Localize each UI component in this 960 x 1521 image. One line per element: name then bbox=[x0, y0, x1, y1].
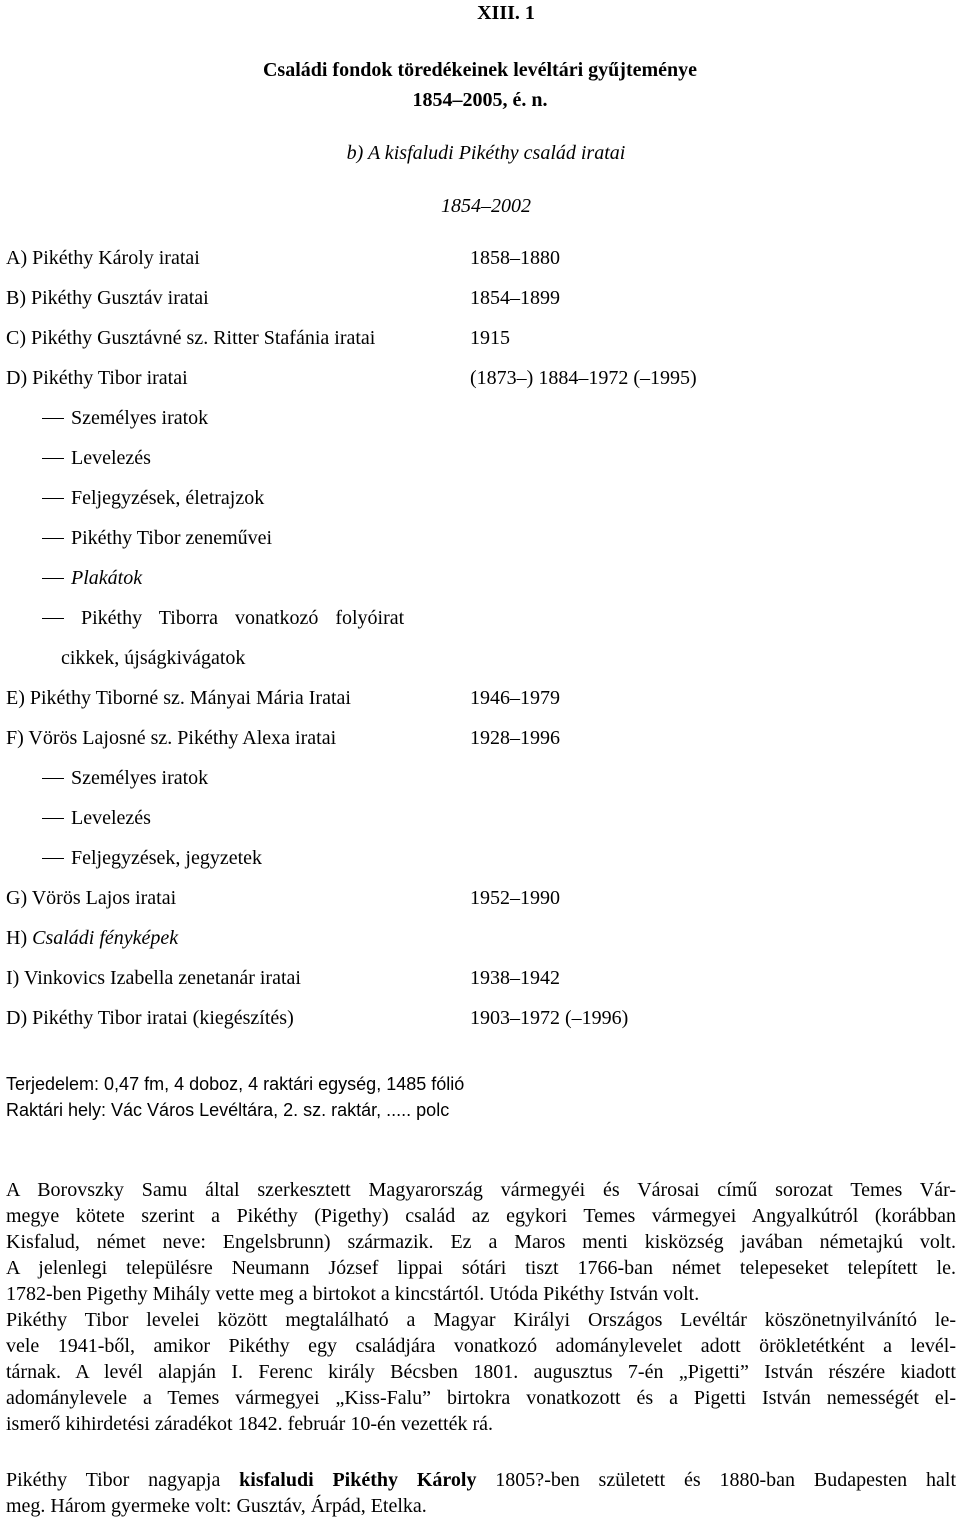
list-item bbox=[42, 805, 151, 831]
dash-icon bbox=[42, 778, 64, 779]
paragraph-line: meg. Három gyermeke volt: Gusztáv, Árpád, Etelka. bbox=[6, 1495, 427, 1517]
collection-title: Családi fondok töredékeinek levéltári gyűjteménye bbox=[262, 59, 698, 81]
list-item bbox=[42, 845, 262, 871]
text-span: Pikéthy Tibor nagyapja bbox=[6, 1469, 240, 1491]
list-item-label: Személyes iratok bbox=[71, 407, 209, 429]
location-line: Raktári hely: Vác Város Levéltára, 2. sz. raktár, ..... polc bbox=[6, 1100, 450, 1120]
section-label: D) Pikéthy Tibor iratai (kiegészítés) bbox=[6, 1007, 294, 1029]
section-dates: (1873–) 1884–1972 (–1995) bbox=[470, 367, 697, 389]
list-item bbox=[42, 605, 404, 631]
section-label: E) Pikéthy Tiborné sz. Mányai Mária Iratai bbox=[6, 687, 351, 709]
list-item-label: Levelezés bbox=[71, 447, 151, 469]
section-dates: 1854–1899 bbox=[470, 287, 560, 309]
list-item-label: Feljegyzések, jegyzetek bbox=[71, 847, 263, 869]
list-item bbox=[42, 565, 142, 591]
section-label: F) Vörös Lajosné sz. Pikéthy Alexa iratai bbox=[6, 727, 337, 749]
paragraph-line: A Borovszky Samu által szerkesztett Magyarország vármegyéi és Városai című sorozat Temes Vár- bbox=[6, 1179, 956, 1201]
paragraph-line: megye kötete szerint a Pikéthy (Pigethy) család az egykori Temes vármegyei Angyalkútról (korábban bbox=[6, 1205, 956, 1227]
list-item-label: Pikéthy Tiborra vonatkozó folyóirat bbox=[81, 607, 405, 629]
section-label bbox=[6, 925, 178, 951]
dash-icon bbox=[42, 858, 64, 859]
section-label: D) Pikéthy Tibor iratai bbox=[6, 367, 188, 389]
text-span: 1805?-ben született és 1880-ban Budapesten halt bbox=[476, 1469, 956, 1491]
collection-dates: 1854–2005, é. n. bbox=[412, 89, 548, 111]
section-dates: 1903–1972 (–1996) bbox=[470, 1007, 629, 1029]
section-dates: 1938–1942 bbox=[470, 967, 560, 989]
dash-icon bbox=[42, 538, 64, 539]
list-item bbox=[42, 765, 208, 791]
paragraph-line: ismerő kihirdetési záradékot 1842. február 10-én vezették rá. bbox=[6, 1413, 494, 1435]
dash-icon bbox=[42, 498, 64, 499]
extent-line: Terjedelem: 0,47 fm, 4 doboz, 4 raktári egység, 1485 fólió bbox=[6, 1074, 465, 1094]
list-item-label: Pikéthy Tibor zeneművei bbox=[71, 527, 273, 549]
paragraph-line: Kisfalud, német neve: Engelsbrunn) származik. Ez a Maros menti kisközség javában németajkú volt. bbox=[6, 1231, 956, 1253]
section-label: I) Vinkovics Izabella zenetanár iratai bbox=[6, 967, 301, 989]
list-item bbox=[42, 445, 151, 471]
paragraph-line: tárnak. A levél alapján I. Ferenc király Bécsben 1801. augusztus 7-én „Pigetti” István részére kiadott bbox=[6, 1361, 956, 1383]
record-code: XIII. 1 bbox=[477, 2, 535, 24]
subfond-title: b) A kisfaludi Pikéthy család iratai bbox=[346, 142, 626, 164]
list-item bbox=[42, 485, 264, 511]
section-dates: 1858–1880 bbox=[470, 247, 560, 269]
list-item-label: Levelezés bbox=[71, 807, 151, 829]
section-label-italic: Családi fényképek bbox=[32, 927, 179, 949]
section-dates: 1915 bbox=[470, 327, 510, 349]
paragraph-line: A jelenlegi településre Neumann József lippai sótári tiszt 1766-ban német telepeseket telepített le. bbox=[6, 1257, 956, 1279]
paragraph-line: 1782-ben Pigethy Mihály vette meg a birtokot a kincstártól. Utóda Pikéthy István volt. bbox=[6, 1283, 700, 1305]
list-item bbox=[42, 525, 272, 551]
paragraph-line: vele 1941-ből, amikor Pikéthy egy családjára vonatkozó adománylevelet adott örökletétként a levél- bbox=[6, 1335, 956, 1357]
dash-icon bbox=[42, 818, 64, 819]
person-name: kisfaludi Pikéthy Károly bbox=[239, 1469, 477, 1491]
list-item bbox=[42, 405, 208, 431]
list-item-label: Személyes iratok bbox=[71, 767, 209, 789]
section-dates: 1928–1996 bbox=[470, 727, 560, 749]
paragraph-line: Pikéthy Tibor levelei között megtalálható a Magyar Királyi Országos Levéltár köszönetnyilvánító le- bbox=[6, 1309, 956, 1331]
list-item-continuation: cikkek, újságkivágatok bbox=[61, 647, 246, 669]
section-label: B) Pikéthy Gusztáv iratai bbox=[6, 287, 209, 309]
section-label: G) Vörös Lajos iratai bbox=[6, 887, 177, 909]
list-item-label: Feljegyzések, életrajzok bbox=[71, 487, 265, 509]
paragraph-line bbox=[6, 1467, 956, 1493]
section-dates: 1946–1979 bbox=[470, 687, 560, 709]
section-label-prefix: H) bbox=[6, 927, 33, 949]
list-item-label: Plakátok bbox=[71, 567, 143, 589]
section-dates: 1952–1990 bbox=[470, 887, 560, 909]
dash-icon bbox=[42, 458, 64, 459]
section-label: A) Pikéthy Károly iratai bbox=[6, 247, 200, 269]
dash-icon bbox=[42, 418, 64, 419]
paragraph-line: adománylevele a Temes vármegyei „Kiss-Falu” birtokra vonatkozott és a Pigetti István nemességét el- bbox=[6, 1387, 956, 1409]
dash-icon bbox=[42, 618, 64, 619]
subfond-dates: 1854–2002 bbox=[441, 195, 531, 217]
section-label: C) Pikéthy Gusztávné sz. Ritter Stafánia iratai bbox=[6, 327, 376, 349]
dash-icon bbox=[42, 578, 64, 579]
